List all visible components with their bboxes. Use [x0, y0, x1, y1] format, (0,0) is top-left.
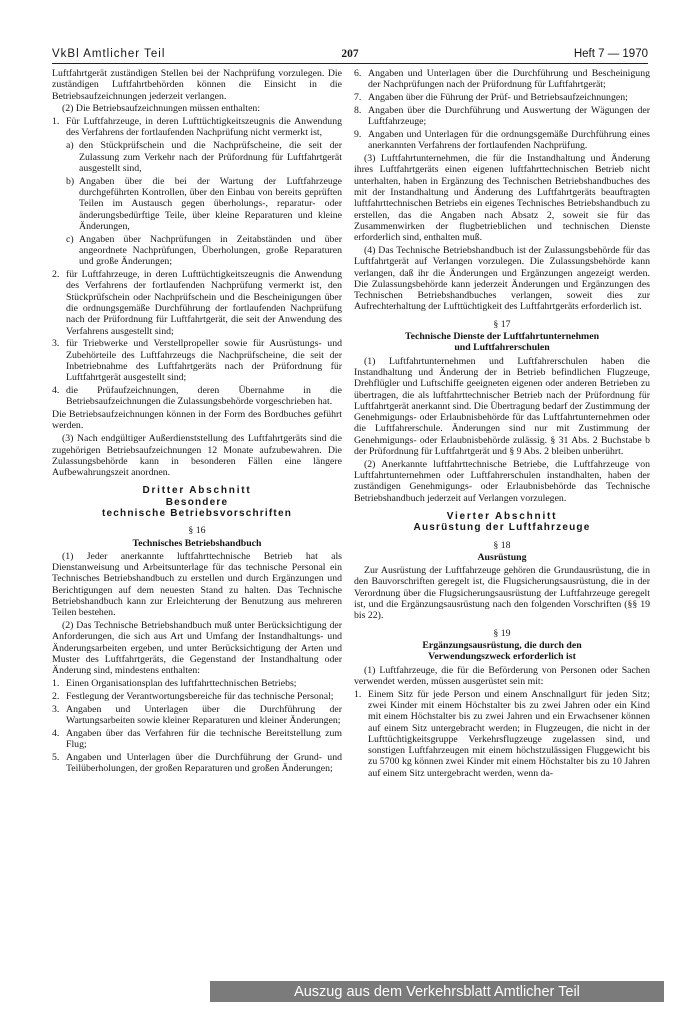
list-item: 5. Angaben und Unterlagen über die Durchführung der Grund- und Teilüberholungen, der großen Reparaturen und großen Änderungen; — [52, 751, 342, 775]
journal-title: VkBl Amtlicher Teil — [52, 48, 166, 60]
page-number: 207 — [341, 48, 359, 60]
numbered-list — [52, 116, 342, 139]
paragraph-title: und Luftfahrerschulen — [454, 342, 550, 354]
numbered-list — [52, 678, 342, 774]
paragraph-number: § 16 — [188, 525, 206, 537]
list-item: 1. Einem Sitz für jede Person und einem Anschnallgurt für jeden Sitz; zwei Kinder mit einem Höchstalter bis zu zwei Jahren oder ein Kind mit einem Höchstalter bis zu zwei Jahren und ein Erwachsener können auf einem Sitz untergebracht werden; in Flugzeugen, die nicht in der Lufttüchtigkeitsgruppe Verkehrsflugzeuge zugelassen sind, und sonstigen Luftfahrzeugen mit einem höchstzulässigen Fluggewicht bis zu 5700 kg können zwei Kinder mit einem Höchstalter bis zu 10 Jahren auf einem Sitz untergebracht werden, wenn da- — [354, 688, 650, 779]
paragraph-number: § 19 — [493, 627, 511, 639]
paragraph-title: Ergänzungsausrüstung, die durch den — [422, 639, 582, 651]
paragraph-title: Verwendungszweck erforderlich ist — [428, 651, 576, 663]
paragraph: (1) Luftfahrzeuge, die für die Beförderung von Personen oder Sachen verwendet werden, müssen ausgerüstet sein mit: — [354, 664, 650, 687]
section-subtitle: Besondere — [165, 496, 229, 508]
right-column — [354, 68, 650, 781]
list-item: c) Angaben über Nachprüfungen in Zeitabständen und über angeordnete Nachprüfungen, Überholungen, große Reparaturen und große Änderungen; — [66, 233, 342, 268]
paragraph: (2) Die Betriebsaufzeichnungen müssen enthalten: — [62, 103, 261, 115]
paragraph: (1) Jeder anerkannte luftfahrttechnische Betrieb hat als Dienstanweisung und Arbeitsunterlage für das technische Personal ein Technisches Betriebshandbuch zu erstellen und durch Ergänzungen und Berichtigungen auf dem neuesten Stand zu halten. Das Technische Betriebshandbuch kann zur Erleichterung der Benutzung aus mehreren Teilen bestehen. — [52, 550, 342, 619]
footer-banner: Auszug aus dem Verkehrsblatt Amtlicher Teil — [210, 981, 664, 1002]
list-item: 4. Angaben über das Verfahren für die technische Bereitstellung zum Flug; — [52, 727, 342, 751]
list-item: 7. Angaben über die Führung der Prüf- und Betriebsaufzeichnungen; — [354, 92, 628, 104]
list-item: 2. für Luftfahrzeuge, in deren Lufttüchtigkeitszeugnis die Anwendung des Verfahrens der fortlaufenden Nachprüfung vermerkt ist, den Stückprüfschein oder Nachprüfschein und die Bescheinigungen über die ordnungsgemäße Durchführung der fortlaufenden Nachprüfung nach der Prüfordnung für Luftfahrtgerät, die seit der Anwendung des Verfahrens ausgestellt sind; — [52, 269, 342, 337]
list-item: 3. Angaben und Unterlagen über die Durchführung der Wartungsarbeiten sowie kleiner Reparaturen und kleiner Änderungen; — [52, 703, 342, 727]
paragraph: (2) Anerkannte luftfahrttechnische Betriebe, die Luftfahrzeuge von Luftfahrtunternehmen oder Luftfahrerschulen instandhalten, haben der zuständigen Genehmigungs- oder Erlaubnisbehörde das Technische Betriebshandbuch jederzeit auf Verlangen vorzulegen. — [354, 458, 650, 504]
section-title: Vierter Abschnitt — [446, 510, 558, 522]
list-item: 1. Für Luftfahrzeuge, in deren Lufttüchtigkeitszeugnis die Anwendung des Verfahrens der fortlaufenden Nachprüfung nicht vermerkt ist, — [52, 116, 342, 139]
issue-label: Heft 7 — 1970 — [573, 48, 648, 60]
paragraph: (3) Luftfahrtunternehmen, die für die Instandhaltung und Änderung ihres Luftfahrtgeräts einen eigenen luftfahrttechnischen Betrieb nicht unterhalten, haben in Ergänzung des Technischen Betriebshandbuches des mit der Instandhaltung und Änderung des Luftfahrtgeräts beauftragten luftfahrttechnischen Betriebs ein eigenes Technisches Betriebshandbuch zu erstellen, das die Angaben nach Absatz 2, soweit sie für das Zusammenwirken der flugbetrieblichen und technischen Dienste erforderlich sind, enthalten muß. — [354, 153, 650, 244]
section-title: Dritter Abschnitt — [142, 485, 252, 497]
paragraph-title: Technisches Betriebshandbuch — [132, 537, 262, 549]
list-item: 3. für Triebwerke und Verstellpropeller sowie für Ausrüstungs- und Zubehörteile des Luftfahrzeugs die Nachprüfscheine, die seit der Inbetriebnahme des Luftfahrtgeräts nach der Prüfordnung für Luftfahrtgerät ausgestellt sind; — [52, 338, 342, 384]
paragraph: Luftfahrtgerät zuständigen Stellen bei der Nachprüfung vorzulegen. Die zuständigen Luftfahrtbehörden können die Einsicht in die Betriebsaufzeichnungen jederzeit verlangen. — [52, 68, 342, 102]
paragraph-number: § 18 — [493, 539, 511, 551]
header-rule — [52, 63, 648, 64]
list-item: 1. Einen Organisationsplan des luftfahrttechnischen Betriebs; — [52, 678, 297, 690]
list-item: 4. die Prüfaufzeichnungen, deren Übernahme in die Betriebsaufzeichnungen die Zulassungsbehörde vorgeschrieben hat. — [52, 385, 342, 408]
paragraph: Zur Ausrüstung der Luftfahrzeuge gehören die Grundausrüstung, die in den Bauvorschriften geregelt ist, die Flugsicherungsausrüstung, die in der Verordnung über die Flugsicherungsausrüstung der Luftfahrzeuge geregelt ist, und die Ergänzungsausrüstung nach den folgenden Vorschriften (§§ 19 bis 22). — [354, 565, 650, 622]
paragraph: (2) Das Technische Betriebshandbuch muß unter Berücksichtigung der Anforderungen, die sich aus Art und Umfang der Instandhaltungs- und Änderungsarbeiten ergeben, und unter Berücksichtigung der Arten und Muster des Luftfahrtgeräts, die Gegenstand der Instandhaltung oder Änderung sind, mindestens enthalten: — [52, 620, 342, 677]
list-item: 9. Angaben und Unterlagen für die ordnungsgemäße Durchführung eines anerkannten Verfahrens der fortlaufenden Nachprüfung. — [354, 128, 650, 152]
paragraph: (3) Nach endgültiger Außerdienststellung des Luftfahrtgeräts sind die zugehörigen Betriebsaufzeichnungen 12 Monate aufzubewahren. Die Zulassungsbehörde kann in besonderen Fällen eine längere Aufbewahrungszeit anordnen. — [52, 433, 342, 479]
paragraph: (4) Das Technische Betriebshandbuch ist der Zulassungsbehörde für das Luftfahrtgerät auf Verlangen vorzulegen. Die Zulassungsbehörde kann verlangen, daß ihr die Änderungen und Ergänzungen angezeigt werden. Die Zulassungsbehörde kann jederzeit Änderungen und Ergänzungen des Technischen Betriebshandbuches verlangen, soweit dies zur Aufrechterhaltung der Lufttüchtigkeit des Luftfahrtgeräts erforderlich ist. — [354, 244, 650, 313]
paragraph-number: § 17 — [493, 318, 511, 330]
paragraph-title: Technische Dienste der Luftfahrtunternehmen — [404, 331, 600, 343]
list-item: 6. Angaben und Unterlagen über die Durchführung und Bescheinigung der Nachprüfungen nach der Prüfordnung für Luftfahrtgerät; — [354, 68, 650, 91]
paragraph: Die Betriebsaufzeichnungen können in der Form des Bordbuches geführt werden. — [52, 409, 342, 432]
lettered-list — [52, 140, 342, 267]
section-subtitle: technische Betriebsvorschriften — [101, 507, 293, 519]
section-subtitle: Ausrüstung der Luftfahrzeuge — [413, 522, 591, 534]
numbered-list — [52, 269, 342, 408]
list-item: 2. Festlegung der Verantwortungsbereiche für das technische Personal; — [52, 690, 334, 702]
list-item: b) Angaben über die bei der Wartung der Luftfahrzeuge durchgeführten Kontrollen, über den Einbau von bereits geprüften Teilen im Austausch gegen überholungs-, reparatur- oder änderungsbedürftige Teile, über kleine Reparaturen und kleine Änderungen, — [66, 175, 342, 232]
numbered-list — [354, 68, 650, 152]
list-item: 8. Angaben über die Durchführung und Auswertung der Wägungen der Luftfahrzeuge; — [354, 104, 650, 128]
paragraph-title: Ausrüstung — [477, 551, 527, 563]
numbered-list — [354, 689, 650, 779]
paragraph: (1) Luftfahrtunternehmen und Luftfahrerschulen haben die Instandhaltung und Änderung der in Betrieb befindlichen Flugzeuge, Drehflügler und Luftschiffe geeigneten eigenen oder anderen Betrieben zu übertragen, die als luftfahrttechnischer Betrieb nach der Prüfordnung für Luftfahrtgerät anerkannt sind. Die Übertragung bedarf der Zustimmung der Genehmigungs- oder Erlaubnisbehörde für das Luftfahrtunternehmen oder die Luftfahrerschule. Änderungen sind nur mit Zustimmung der Genehmigungs- oder Erlaubnisbehörde zulässig. § 31 Abs. 2 Buchstabe b der Prüfordnung für Luftfahrtgerät und § 9 Abs. 2 bleiben unberührt. — [354, 355, 650, 457]
left-column — [52, 68, 342, 776]
list-item: a) den Stückprüfschein und die Nachprüfscheine, die seit der Zulassung zum Verkehr nach der Prüfordnung für Luftfahrtgerät ausgestellt sind, — [66, 140, 342, 174]
